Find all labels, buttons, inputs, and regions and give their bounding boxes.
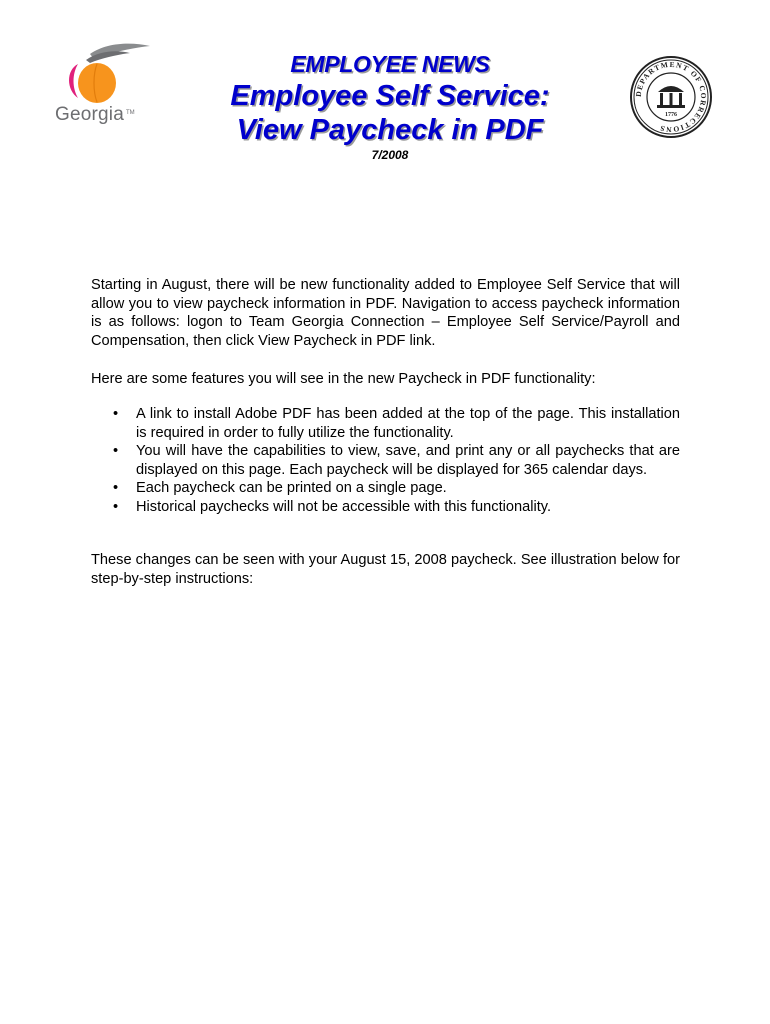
- georgia-logo-tm: TM: [126, 110, 135, 116]
- seal-ring-text: DEPARTMENT OF CORRECTIONS: [633, 59, 709, 135]
- newsletter-title: EMPLOYEE NEWS: [290, 51, 490, 77]
- features-intro-paragraph: Here are some features you will see in the new Paycheck in PDF functionality:: [91, 371, 596, 387]
- newsletter-subtitle-line2: View Paycheck in PDF: [236, 114, 544, 146]
- intro-paragraph: Starting in August, there will be new functionality added to Employee Self Service that will allow you to view paycheck information in PDF. Navigation to access paycheck information is as follows: logon to Team Georgia Connection – Employee Self Service/Payroll and Compensation, then click View Paycheck in PDF link.: [91, 277, 680, 349]
- feature-item: • You will have the capabilities to view, save, and print any or all paychecks that are displayed on this page. Each paycheck will be displayed for 365 calendar days.: [91, 442, 680, 479]
- georgia-logo: [52, 42, 152, 132]
- feature-item: • Each paycheck can be printed on a single page.: [91, 479, 680, 498]
- newsletter-subtitle-line1: Employee Self Service:: [230, 80, 550, 112]
- closing-paragraph: These changes can be seen with your August 15, 2008 paycheck. See illustration below for step-by-step instructions:: [91, 552, 680, 587]
- features-list: [91, 405, 680, 517]
- feature-item: • Historical paychecks will not be accessible with this functionality.: [91, 498, 680, 517]
- seal-year: 1776: [665, 112, 677, 118]
- seal-icon: [630, 56, 712, 138]
- newsletter-header: [200, 50, 580, 146]
- georgia-logo-text: Georgia: [55, 104, 124, 125]
- corrections-seal: [630, 56, 712, 138]
- newsletter-date: 7/2008: [371, 148, 409, 162]
- peach-icon: [52, 42, 152, 104]
- feature-item: • A link to install Adobe PDF has been added at the top of the page. This installation is required in order to fully utilize the functionality.: [91, 405, 680, 442]
